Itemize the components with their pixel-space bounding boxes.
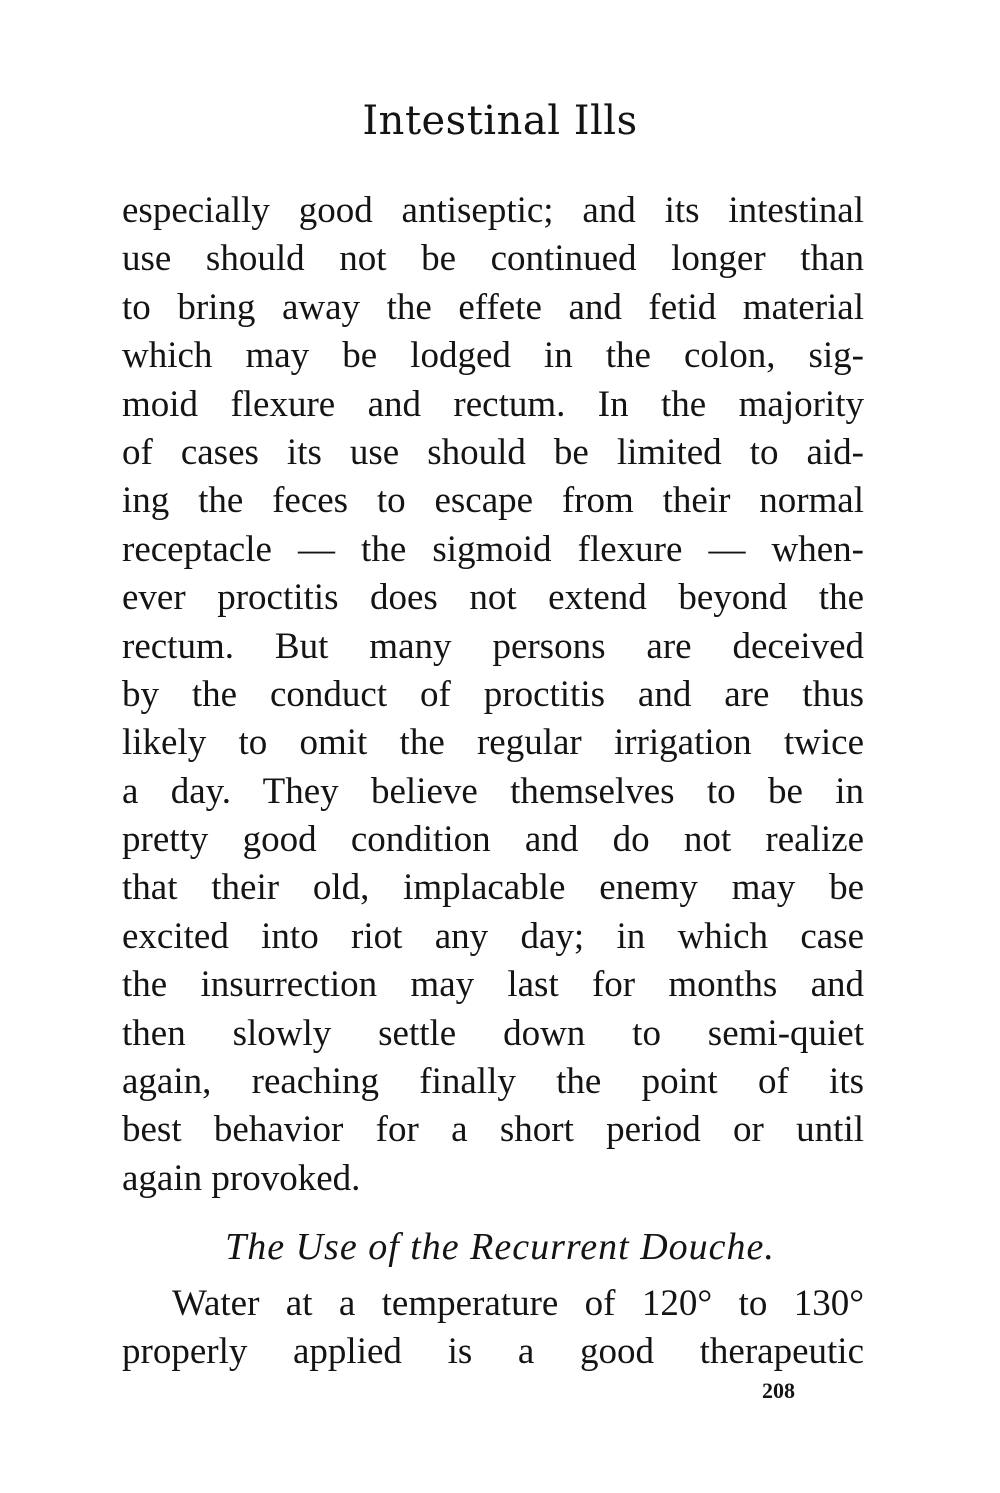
text-line: excited into riot any day; in which case (122, 915, 864, 957)
text-line: that their old, implacable enemy may be (122, 867, 864, 909)
text-line: then slowly settle down to semi-quiet (122, 1012, 864, 1054)
section-title: The Use of the Recurrent Douche. (225, 1226, 775, 1268)
text-line: ing the feces to escape from their normal (122, 480, 864, 522)
text-line: best behavior for a short period or until (122, 1109, 864, 1151)
paragraph-1 (122, 187, 864, 1203)
text-line: by the conduct of proctitis and are thus (122, 673, 864, 715)
text-line: rectum. But many persons are deceived (122, 625, 864, 667)
paragraph-2 (122, 1280, 864, 1377)
text-line: especially good antiseptic; and its intestinal (122, 190, 864, 231)
text-line: pretty good condition and do not realize (122, 819, 864, 861)
text-line: a day. They believe themselves to be in (122, 770, 864, 812)
text-line: to bring away the effete and fetid material (122, 286, 864, 328)
text-line: ever proctitis does not extend beyond the (122, 577, 864, 619)
text-line: which may be lodged in the colon, sig- (122, 335, 864, 377)
text-line: of cases its use should be limited to aid- (122, 431, 864, 473)
text-line: moid flexure and rectum. In the majority (122, 383, 864, 425)
text-line: receptacle — the sigmoid flexure — when- (122, 528, 864, 570)
page-number: 208 (762, 1378, 795, 1403)
text-line: again, reaching finally the point of its (122, 1061, 864, 1103)
text-line: the insurrection may last for months and (122, 964, 864, 1006)
text-line: properly applied is a good therapeutic (122, 1331, 864, 1373)
text-line: likely to omit the regular irrigation twice (122, 722, 864, 764)
text-line: use should not be continued longer than (122, 238, 864, 280)
text-line: again provoked. (122, 1157, 361, 1199)
running-head: Intestinal Ills (362, 98, 638, 144)
text-line: Water at a temperature of 120° to 130° (172, 1283, 864, 1324)
